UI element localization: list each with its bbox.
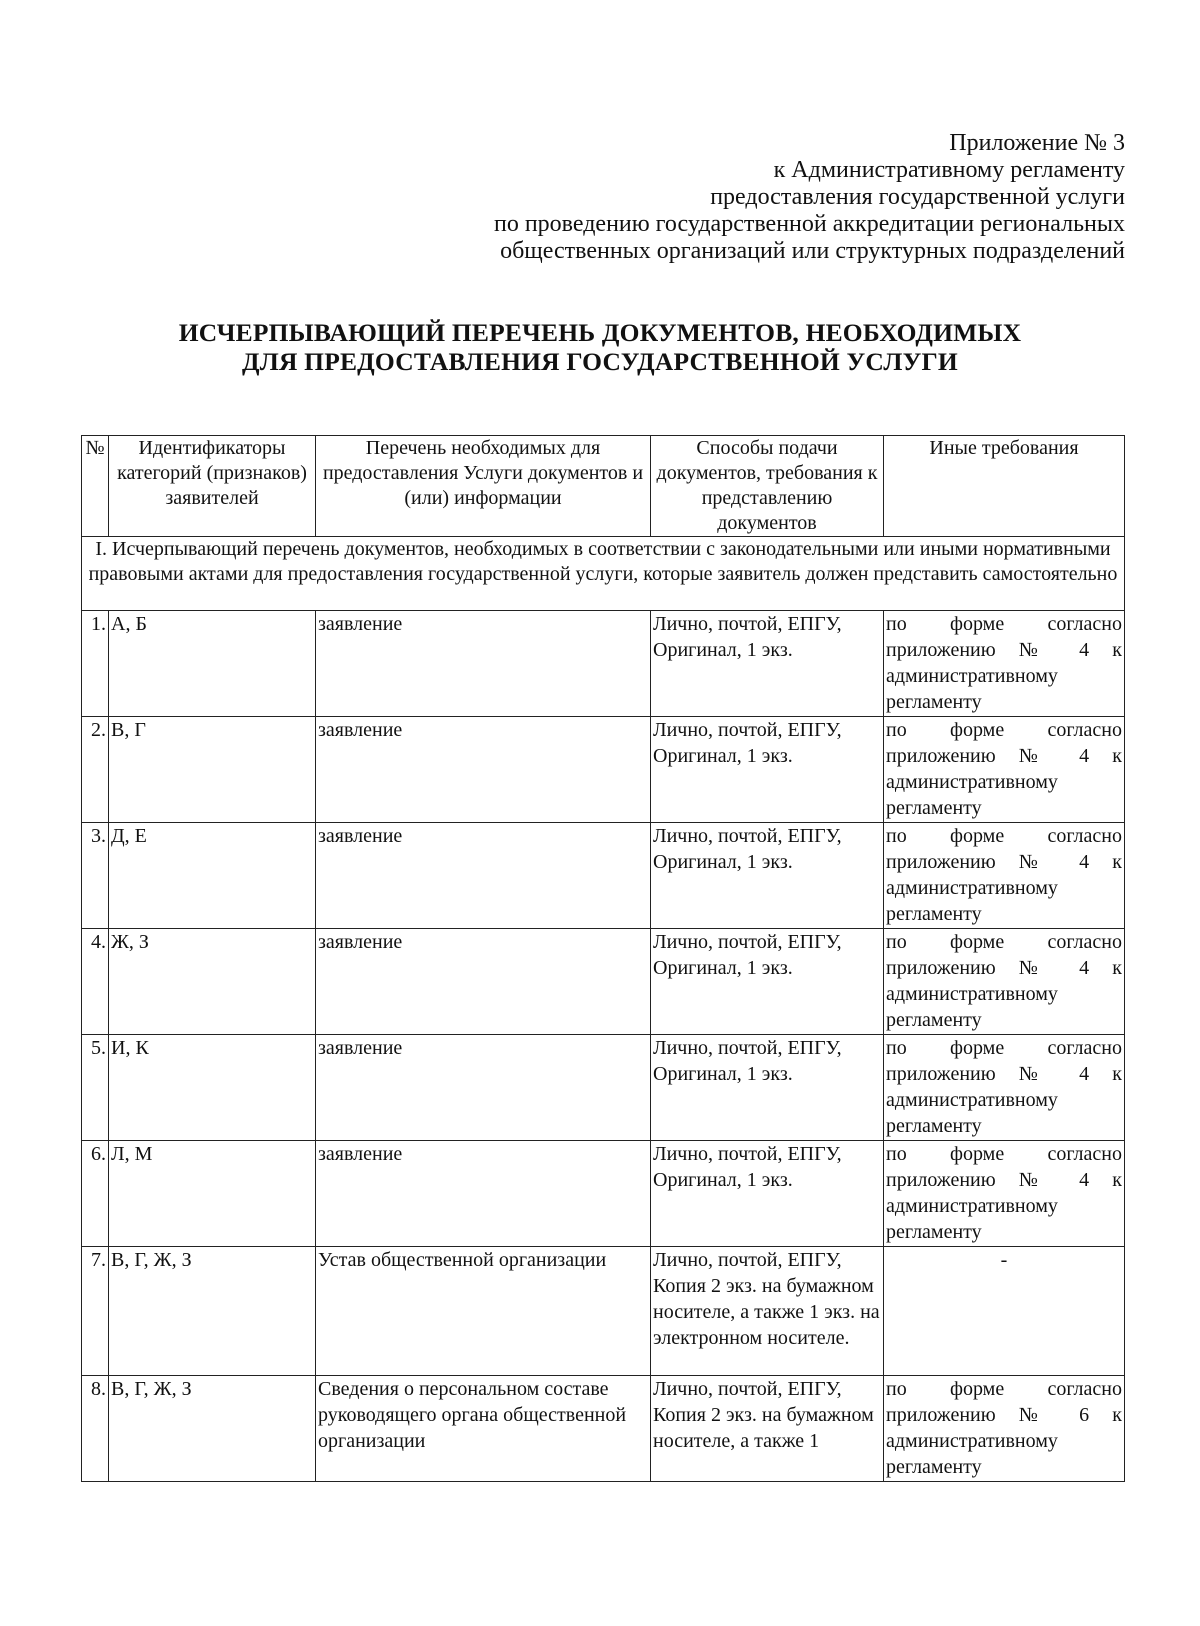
other-requirement-line: приложению № 4 к	[886, 639, 1122, 661]
other-requirement-line: административному	[886, 771, 1058, 793]
other-requirement-line: по форме согласно	[886, 825, 1122, 847]
other-requirement-line: регламенту	[886, 797, 982, 819]
other-requirement-line: регламенту	[886, 691, 982, 713]
row-identifiers: Д, Е	[109, 823, 316, 929]
row-number: 1.	[82, 611, 109, 717]
row-other-requirements	[884, 929, 1125, 1035]
other-requirement-line: приложению № 4 к	[886, 957, 1122, 979]
other-requirement-line: приложению № 4 к	[886, 1063, 1122, 1085]
row-identifiers: В, Г, Ж, З	[109, 1376, 316, 1482]
table-header-row	[82, 436, 1125, 537]
table-row	[82, 1035, 1125, 1141]
row-other-requirements	[884, 611, 1125, 717]
row-method: Лично, почтой, ЕПГУ, Оригинал, 1 экз.	[651, 929, 884, 1035]
other-requirement-line: по форме согласно	[886, 1143, 1122, 1165]
row-method: Лично, почтой, ЕПГУ, Копия 2 экз. на бумажном носителе, а также 1 экз. на электронном носителе.	[651, 1247, 884, 1376]
row-number: 7.	[82, 1247, 109, 1376]
other-requirement-line: по форме согласно	[886, 1037, 1122, 1059]
document-title	[80, 318, 1120, 376]
other-requirement-line: регламенту	[886, 1115, 982, 1137]
table-row	[82, 823, 1125, 929]
column-header-num: №	[82, 436, 109, 537]
table-row	[82, 1247, 1125, 1376]
row-document: заявление	[316, 929, 651, 1035]
other-requirement-line: административному	[886, 983, 1058, 1005]
row-document: заявление	[316, 1035, 651, 1141]
row-number: 4.	[82, 929, 109, 1035]
row-document: заявление	[316, 611, 651, 717]
row-method: Лично, почтой, ЕПГУ, Оригинал, 1 экз.	[651, 611, 884, 717]
other-requirement-line: административному	[886, 1430, 1058, 1452]
row-method: Лично, почтой, ЕПГУ, Копия 2 экз. на бумажном носителе, а также 1	[651, 1376, 884, 1482]
row-identifiers: Л, М	[109, 1141, 316, 1247]
other-requirement-line: по форме согласно	[886, 613, 1122, 635]
column-header-other: Иные требования	[884, 436, 1125, 537]
row-method: Лично, почтой, ЕПГУ, Оригинал, 1 экз.	[651, 1141, 884, 1247]
row-other-requirements	[884, 823, 1125, 929]
column-header-documents: Перечень необходимых для предоставления Услуги документов и (или) информации	[316, 436, 651, 537]
row-other-requirements: -	[884, 1247, 1125, 1376]
other-requirement-line: административному	[886, 1195, 1058, 1217]
table-row	[82, 1141, 1125, 1247]
column-header-methods: Способы подачи документов, требования к представлению документов	[651, 436, 884, 537]
other-requirement-line: приложению № 4 к	[886, 851, 1122, 873]
row-method: Лично, почтой, ЕПГУ, Оригинал, 1 экз.	[651, 717, 884, 823]
other-requirement-line: по форме согласно	[886, 719, 1122, 741]
other-requirement-line: по форме согласно	[886, 1378, 1122, 1400]
table-row	[82, 929, 1125, 1035]
documents-table	[81, 435, 1125, 1482]
row-document: Устав общественной организации	[316, 1247, 651, 1376]
other-requirement-line: регламенту	[886, 1456, 982, 1478]
other-requirement-line: регламенту	[886, 903, 982, 925]
row-document: Сведения о персональном составе руководящего органа общественной организации	[316, 1376, 651, 1482]
row-identifiers: В, Г	[109, 717, 316, 823]
row-number: 2.	[82, 717, 109, 823]
row-number: 3.	[82, 823, 109, 929]
appendix-header	[365, 130, 1125, 265]
row-document: заявление	[316, 1141, 651, 1247]
row-method: Лично, почтой, ЕПГУ, Оригинал, 1 экз.	[651, 823, 884, 929]
title-line-1: ИСЧЕРПЫВАЮЩИЙ ПЕРЕЧЕНЬ ДОКУМЕНТОВ, НЕОБХОДИМЫХ	[178, 318, 1022, 347]
other-requirement-line: по форме согласно	[886, 931, 1122, 953]
row-document: заявление	[316, 823, 651, 929]
section-title: I. Исчерпывающий перечень документов, необходимых в соответствии с законодательными или иными нормативными правовыми актами для предоставления государственной услуги, которые заявитель должен представить самостоятельно	[82, 537, 1125, 611]
row-other-requirements	[884, 1141, 1125, 1247]
row-identifiers: И, К	[109, 1035, 316, 1141]
other-requirement-line: приложению № 4 к	[886, 745, 1122, 767]
header-line: по проведению государственной аккредитации региональных	[493, 211, 1125, 237]
row-number: 6.	[82, 1141, 109, 1247]
other-requirement-line: приложению № 6 к	[886, 1404, 1122, 1426]
other-requirement-line: административному	[886, 1089, 1058, 1111]
column-header-identifiers: Идентификаторы категорий (признаков) заявителей	[109, 436, 316, 537]
row-identifiers: В, Г, Ж, З	[109, 1247, 316, 1376]
other-requirement-line: административному	[886, 665, 1058, 687]
table-row	[82, 717, 1125, 823]
other-requirement-line: административному	[886, 877, 1058, 899]
row-method: Лично, почтой, ЕПГУ, Оригинал, 1 экз.	[651, 1035, 884, 1141]
header-line: общественных организаций или структурных подразделений	[500, 238, 1125, 264]
row-other-requirements	[884, 1376, 1125, 1482]
row-other-requirements	[884, 717, 1125, 823]
row-number: 8.	[82, 1376, 109, 1482]
row-identifiers: А, Б	[109, 611, 316, 717]
row-identifiers: Ж, З	[109, 929, 316, 1035]
title-line-2: ДЛЯ ПРЕДОСТАВЛЕНИЯ ГОСУДАРСТВЕННОЙ УСЛУГИ	[242, 347, 958, 376]
other-requirement-line: регламенту	[886, 1221, 982, 1243]
section-row	[82, 537, 1125, 611]
row-other-requirements	[884, 1035, 1125, 1141]
table-row	[82, 611, 1125, 717]
other-requirement-line: регламенту	[886, 1009, 982, 1031]
header-line: Приложение № 3	[949, 130, 1125, 156]
row-document: заявление	[316, 717, 651, 823]
header-line: предоставления государственной услуги	[710, 184, 1125, 210]
row-number: 5.	[82, 1035, 109, 1141]
table-row	[82, 1376, 1125, 1482]
other-requirement-line: приложению № 4 к	[886, 1169, 1122, 1191]
header-line: к Административному регламенту	[773, 157, 1125, 183]
